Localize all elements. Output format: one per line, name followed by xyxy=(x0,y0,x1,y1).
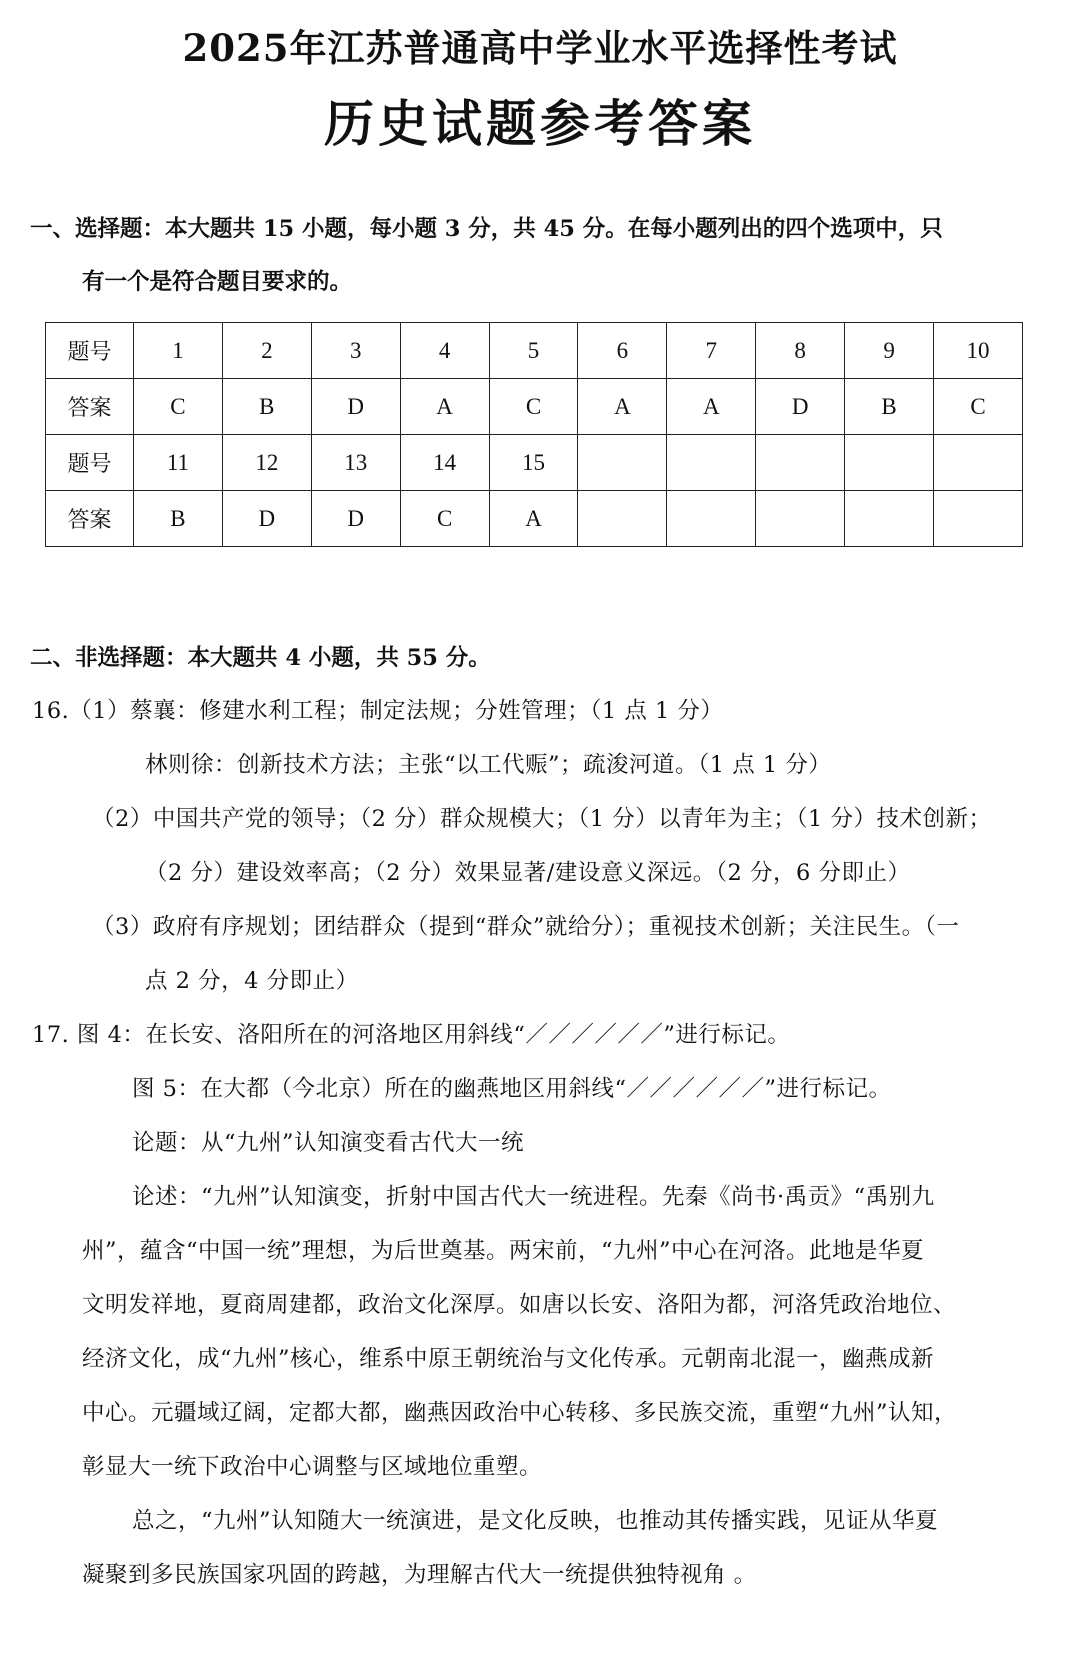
table-cell xyxy=(756,435,845,491)
table-cell: 2 xyxy=(222,323,311,379)
table-cell xyxy=(756,491,845,547)
table-cell: 8 xyxy=(756,323,845,379)
q16-line2: 林则徐：创新技术方法；主张“以工代赈”；疏浚河道。（1 点 1 分） xyxy=(145,752,832,778)
q17-essay-line: 经济文化，成“九州”核心，维系中原王朝统治与文化传承。元朝南北混一，幽燕成新 xyxy=(82,1346,935,1372)
table-cell: A xyxy=(667,379,756,435)
q17-conclusion-line: 凝聚到多民族国家巩固的跨越，为理解古代大一统提供独特视角 。 xyxy=(82,1562,757,1588)
q16-line5: （3）政府有序规划；团结群众（提到“群众”就给分）；重视技术创新；关注民生。（一 xyxy=(92,914,960,940)
exam-title: 2025年江苏普通高中学业水平选择性考试 xyxy=(182,26,898,70)
table-cell: C xyxy=(489,379,578,435)
q17-topic: 论题：从“九州”认知演变看古代大一统 xyxy=(132,1130,525,1156)
table-cell: B xyxy=(845,379,934,435)
q17-line2: 图 5：在大都（今北京）所在的幽燕地区用斜线“／／／／／／”进行标记。 xyxy=(132,1076,892,1102)
table-row xyxy=(46,379,1023,435)
table-cell: 1 xyxy=(134,323,223,379)
table-cell xyxy=(578,491,667,547)
table-cell: 5 xyxy=(489,323,578,379)
section1-heading-line1: 一、选择题：本大题共 15 小题，每小题 3 分，共 45 分。在每小题列出的四个选项中，只 xyxy=(30,216,943,242)
table-cell: 3 xyxy=(311,323,400,379)
table-cell: D xyxy=(756,379,845,435)
row-header-cell: 答案 xyxy=(46,379,134,435)
q16-line6: 点 2 分，4 分即止） xyxy=(145,968,359,994)
table-cell: A xyxy=(400,379,489,435)
q16-line1: 16.（1）蔡襄：修建水利工程；制定法规；分姓管理；（1 点 1 分） xyxy=(32,698,724,724)
answer-table xyxy=(45,322,1023,547)
table-cell: 14 xyxy=(400,435,489,491)
q17-essay-line: 论述：“九州”认知演变，折射中国古代大一统进程。先秦《尚书·禹贡》“禹别九 xyxy=(132,1184,935,1210)
table-cell: 6 xyxy=(578,323,667,379)
table-cell: 11 xyxy=(134,435,223,491)
table-cell xyxy=(934,491,1023,547)
table-cell: 7 xyxy=(667,323,756,379)
q17-line1: 17. 图 4：在长安、洛阳所在的河洛地区用斜线“／／／／／／”进行标记。 xyxy=(32,1022,791,1048)
table-cell xyxy=(845,435,934,491)
table-cell: 4 xyxy=(400,323,489,379)
table-cell: C xyxy=(400,491,489,547)
section1-heading-line2: 有一个是符合题目要求的。 xyxy=(82,269,353,295)
table-cell: C xyxy=(934,379,1023,435)
table-cell xyxy=(934,435,1023,491)
table-cell: D xyxy=(222,491,311,547)
table-cell xyxy=(845,491,934,547)
q17-essay-line: 文明发祥地，夏商周建都，政治文化深厚。如唐以长安、洛阳为都，河洛凭政治地位、 xyxy=(82,1292,957,1318)
table-cell: 9 xyxy=(845,323,934,379)
table-cell xyxy=(667,435,756,491)
q17-conclusion-line: 总之，“九州”认知随大一统演进，是文化反映，也推动其传播实践，见证从华夏 xyxy=(132,1508,939,1534)
table-cell: 13 xyxy=(311,435,400,491)
table-cell: D xyxy=(311,491,400,547)
table-cell: A xyxy=(578,379,667,435)
table-cell: B xyxy=(134,491,223,547)
q16-line3: （2）中国共产党的领导；（2 分）群众规模大；（1 分）以青年为主；（1 分）技术创新； xyxy=(92,806,992,832)
answer-key-title: 历史试题参考答案 xyxy=(324,94,756,153)
table-cell: 10 xyxy=(934,323,1023,379)
table-cell: D xyxy=(311,379,400,435)
q17-essay-line: 中心。元疆域辽阔，定都大都，幽燕因政治中心转移、多民族交流，重塑“九州”认知， xyxy=(82,1400,958,1426)
section2-heading: 二、非选择题：本大题共 4 小题，共 55 分。 xyxy=(30,645,491,671)
table-row xyxy=(46,491,1023,547)
q16-line4: （2 分）建设效率高；（2 分）效果显著/建设意义深远。（2 分，6 分即止） xyxy=(145,860,911,886)
table-cell: B xyxy=(222,379,311,435)
row-header-cell: 答案 xyxy=(46,491,134,547)
q17-essay-line: 州”，蕴含“中国一统”理想，为后世奠基。两宋前，“九州”中心在河洛。此地是华夏 xyxy=(82,1238,925,1264)
table-cell xyxy=(578,435,667,491)
table-cell: 12 xyxy=(222,435,311,491)
table-cell: C xyxy=(134,379,223,435)
q17-essay-line: 彰显大一统下政治中心调整与区域地位重塑。 xyxy=(82,1454,543,1480)
table-row xyxy=(46,435,1023,491)
table-cell xyxy=(667,491,756,547)
row-header-cell: 题号 xyxy=(46,323,134,379)
table-row xyxy=(46,323,1023,379)
table-cell: 15 xyxy=(489,435,578,491)
row-header-cell: 题号 xyxy=(46,435,134,491)
table-cell: A xyxy=(489,491,578,547)
